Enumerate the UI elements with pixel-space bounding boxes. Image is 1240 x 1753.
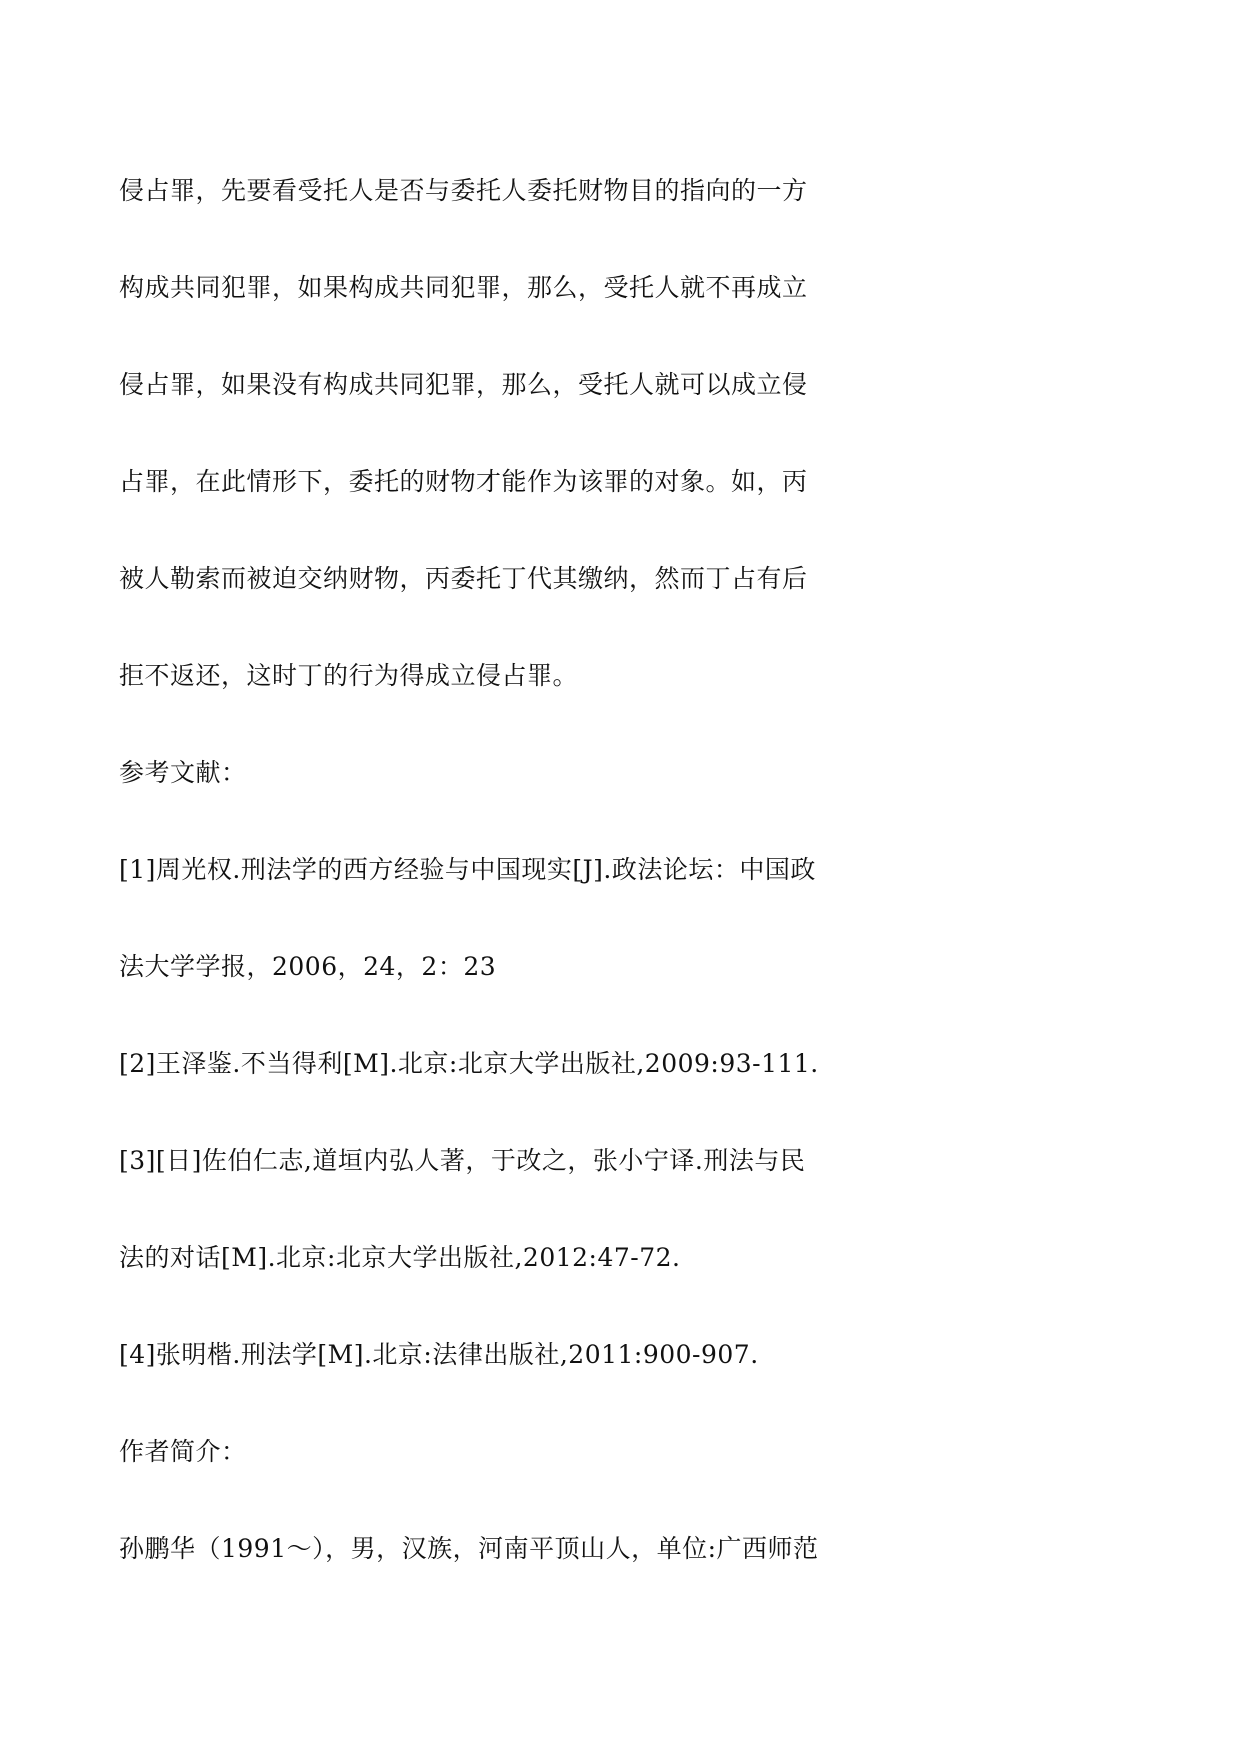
body-text-line-3: 侵占罪，如果没有构成共同犯罪，那么，受托人就可以成立侵: [119, 370, 808, 399]
body-text-line-5: 被人勒索而被迫交纳财物，丙委托丁代其缴纳，然而丁占有后: [119, 564, 808, 593]
reference-line-2: 法大学学报，2006，24，2：23: [119, 952, 497, 981]
reference-line-5: 法的对话[M].北京:北京大学出版社,2012:47-72.: [119, 1243, 681, 1272]
body-text-line-2: 构成共同犯罪，如果构成共同犯罪，那么，受托人就不再成立: [119, 273, 808, 302]
body-text-line-6: 拒不返还，这时丁的行为得成立侵占罪。: [119, 661, 579, 690]
body-text-line-4: 占罪，在此情形下，委托的财物才能作为该罪的对象。如，丙: [119, 467, 808, 496]
references-heading: 参考文献：: [119, 758, 247, 787]
reference-line-6: [4]张明楷.刑法学[M].北京:法律出版社,2011:900-907.: [119, 1340, 759, 1369]
body-text-line-1: 侵占罪，先要看受托人是否与委托人委托财物目的指向的一方: [119, 176, 808, 205]
reference-line-1: [1]周光权.刑法学的西方经验与中国现实[J].政法论坛：中国政: [119, 855, 816, 884]
reference-line-3: [2]王泽鉴.不当得利[M].北京:北京大学出版社,2009:93-111.: [119, 1049, 819, 1078]
author-bio-line: 孙鹏华（1991～），男，汉族，河南平顶山人，单位:广西师范: [119, 1534, 819, 1563]
reference-line-4: [3][日]佐伯仁志,道垣内弘人著，于改之，张小宁译.刑法与民: [119, 1146, 806, 1175]
author-heading: 作者简介：: [119, 1437, 247, 1466]
